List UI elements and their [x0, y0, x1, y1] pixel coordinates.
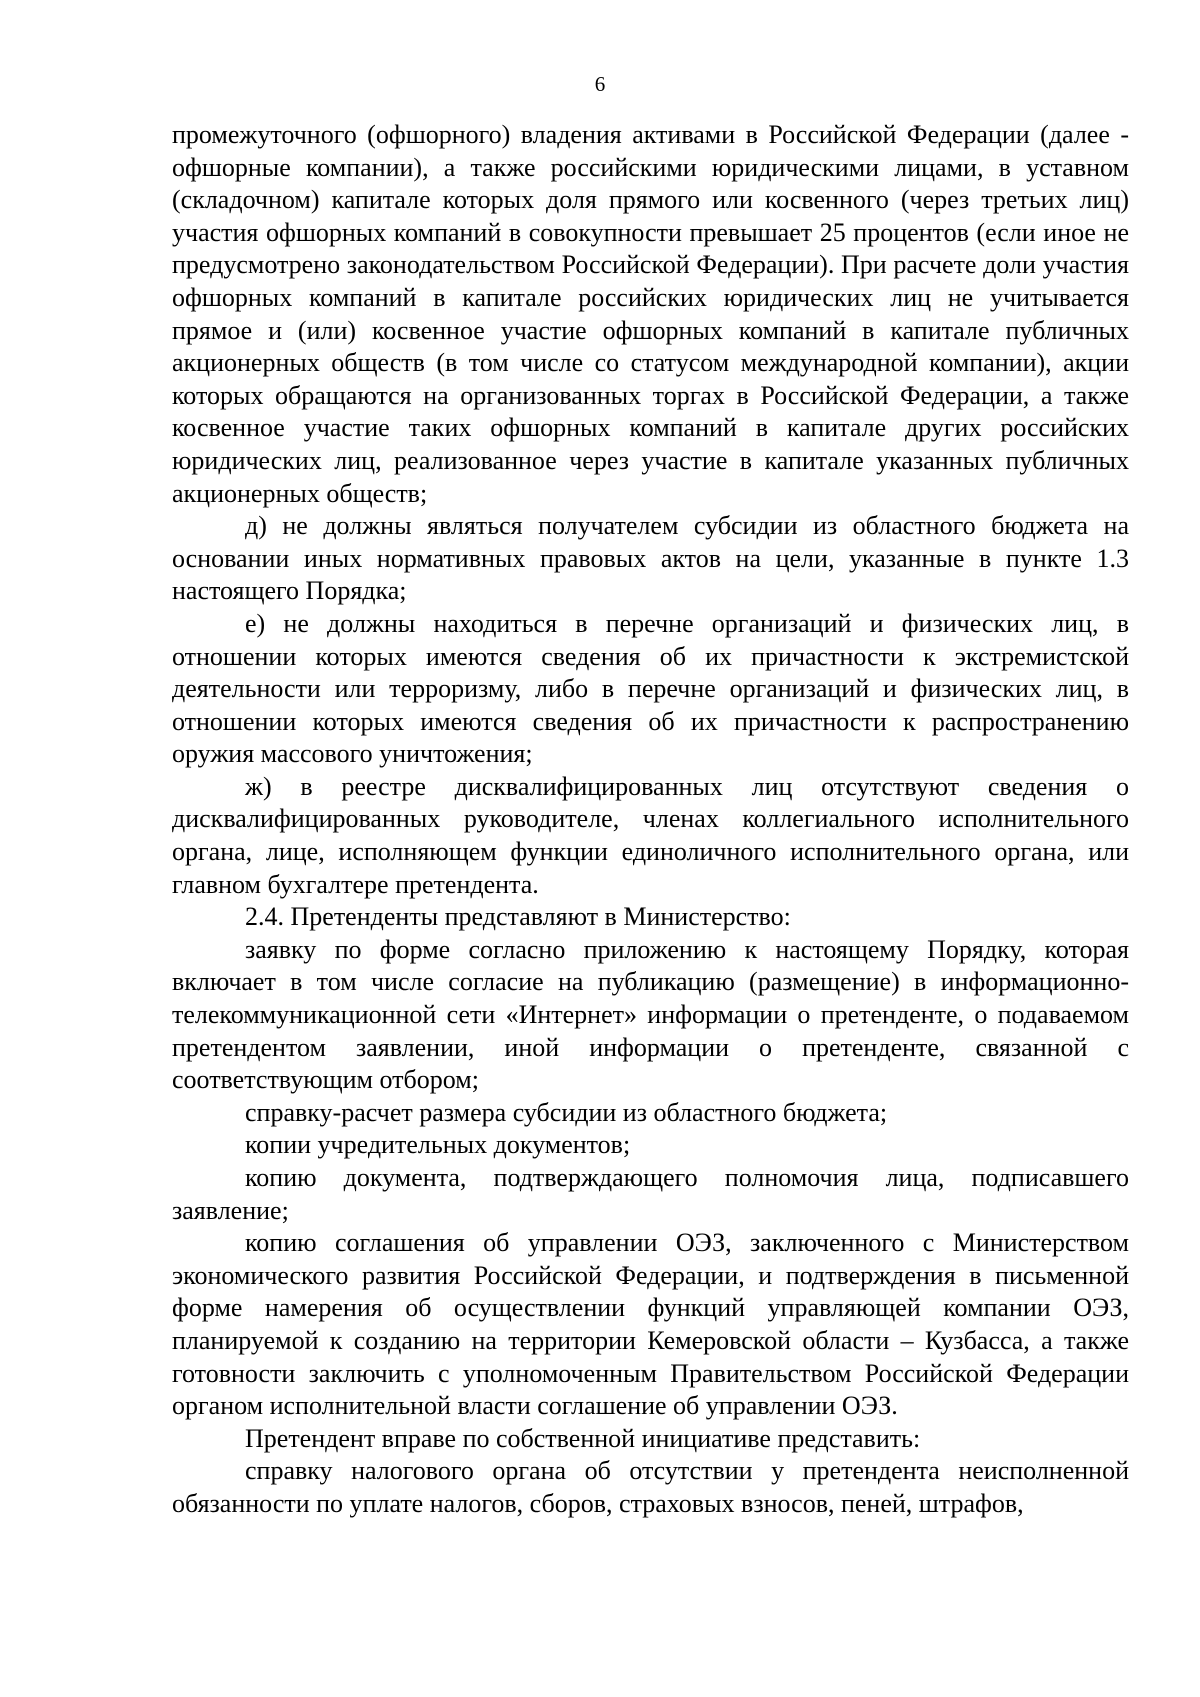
paragraph-authority-document: копию документа, подтверждающего полномочия лица, подписавшего заявление; [172, 1163, 1129, 1225]
paragraph-item-e: е) не должны находиться в перечне организаций и физических лиц, в отношении которых имеются сведения об их причастности к экстремистской деятельности или терроризму, либо в перечне организаций и физических лиц, в отношении которых имеются сведения об их причастности к распространению оружия массового уничтожения; [172, 608, 1129, 769]
paragraph-tax-certificate: справку налогового органа об отсутствии у претендента неисполненной обязанности по уплате налогов, сборов, страховых взносов, пеней, штрафов, [172, 1456, 1129, 1518]
paragraph-application-form: заявку по форме согласно приложению к настоящему Порядку, которая включает в том числе согласие на публикацию (размещение) в информационно-телекоммуникационной сети «Интернет» информации о претенденте, о подаваемом претендентом заявлении, иной информации о претенденте, связанной с соответствующим отбором; [172, 934, 1129, 1095]
paragraph-item-d: д) не должны являться получателем субсидии из областного бюджета на основании иных нормативных правовых актов на цели, указанные в пункте 1.3 настоящего Порядка; [172, 511, 1129, 606]
paragraph-subsidy-calculation: справку-расчет размера субсидии из областного бюджета; [245, 1097, 888, 1127]
paragraph-item-zh: ж) в реестре дисквалифицированных лиц отсутствуют сведения о дисквалифицированных руководителе, членах коллегиального исполнительного органа, лице, исполняющем функции единоличного исполнительного органа, или главном бухгалтере претендента. [172, 771, 1129, 899]
paragraph-continuation-offshore: промежуточного (офшорного) владения активами в Российской Федерации (далее - офшорные компании), а также российскими юридическими лицами, в уставном (складочном) капитале которых доля прямого или косвенного (через третьих лиц) участия офшорных компаний в совокупности превышает 25 процентов (если иное не предусмотрено законодательством Российской Федерации). При расчете доли участия офшорных компаний в капитале российских юридических лиц не учитывается прямое и (или) косвенное участие офшорных компаний в капитале публичных акционерных обществ (в том числе со статусом международной компании), акции которых обращаются на организованных торгах в Российской Федерации, а также косвенное участие таких офшорных компаний в капитале других российских юридических лиц, реализованное через участие в капитале указанных публичных акционерных обществ; [172, 120, 1129, 508]
paragraph-section-2-4: 2.4. Претенденты представляют в Министерство: [245, 902, 791, 932]
page-number: 6 [594, 72, 606, 96]
paragraph-sez-agreement: копию соглашения об управлении ОЭЗ, заключенного с Министерством экономического развития Российской Федерации, и подтверждения в письменной форме намерения об осуществлении функций управляющей компании ОЭЗ, планируемой к созданию на территории Кемеровской области – Кузбасса, а также готовности заключить с уполномоченным Правительством Российской Федерации органом исполнительной власти соглашение об управлении ОЭЗ. [172, 1228, 1129, 1421]
paragraph-own-initiative: Претендент вправе по собственной инициативе представить: [245, 1423, 921, 1453]
paragraph-founding-documents: копии учредительных документов; [245, 1130, 631, 1160]
document-body [172, 119, 1129, 1521]
